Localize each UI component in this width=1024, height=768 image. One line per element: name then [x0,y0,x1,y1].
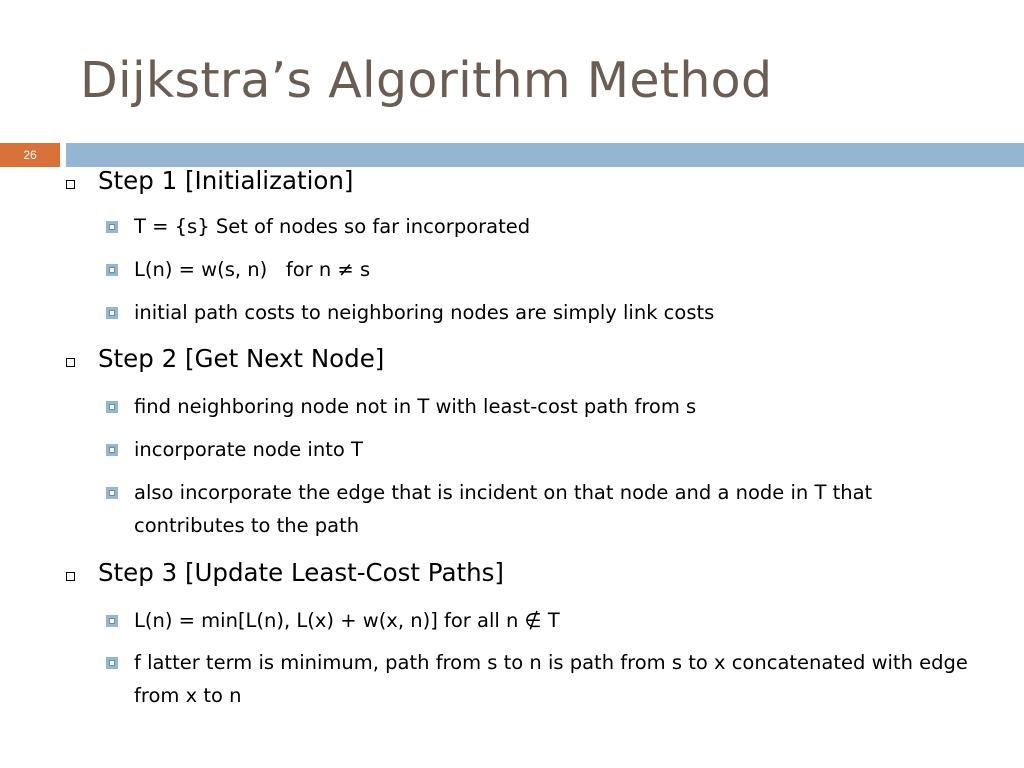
hollow-square-bullet-icon [66,180,75,189]
square-bullet-icon [106,615,118,627]
square-bullet-icon [106,657,118,669]
square-bullet-icon [106,307,118,319]
step-1-item-1: T = {s} Set of nodes so far incorporated [134,215,531,238]
slide-number-badge: 26 [0,143,60,167]
step-2-item-1: find neighboring node not in T with least-cost path from s [134,395,697,418]
step-3-item-2: f latter term is minimum, path from s to n is path from s to x concatenated with edge from x to n [134,651,968,707]
step-1-item-3: initial path costs to neighboring nodes are simply link costs [134,301,715,324]
square-bullet-icon [106,444,118,456]
step-3-item-1: L(n) = min[L(n), L(x) + w(x, n)] for all n ∉ T [134,609,560,632]
hollow-square-bullet-icon [66,572,75,581]
square-bullet-icon [106,401,118,413]
step-2-item-3: also incorporate the edge that is incident on that node and a node in T that contributes to the path [134,481,873,537]
square-bullet-icon [106,264,118,276]
step-3-heading: Step 3 [Update Least-Cost Paths] [98,558,504,587]
step-1-heading: Step 1 [Initialization] [98,166,354,195]
hollow-square-bullet-icon [66,358,75,367]
slide-title: Dijkstra’s Algorithm Method [80,52,773,109]
step-1-item-2: L(n) = w(s, n) for n ≠ s [134,258,371,281]
square-bullet-icon [106,221,118,233]
square-bullet-icon [106,487,118,499]
step-2-heading: Step 2 [Get Next Node] [98,344,385,373]
step-2-item-2: incorporate node into T [134,438,363,461]
